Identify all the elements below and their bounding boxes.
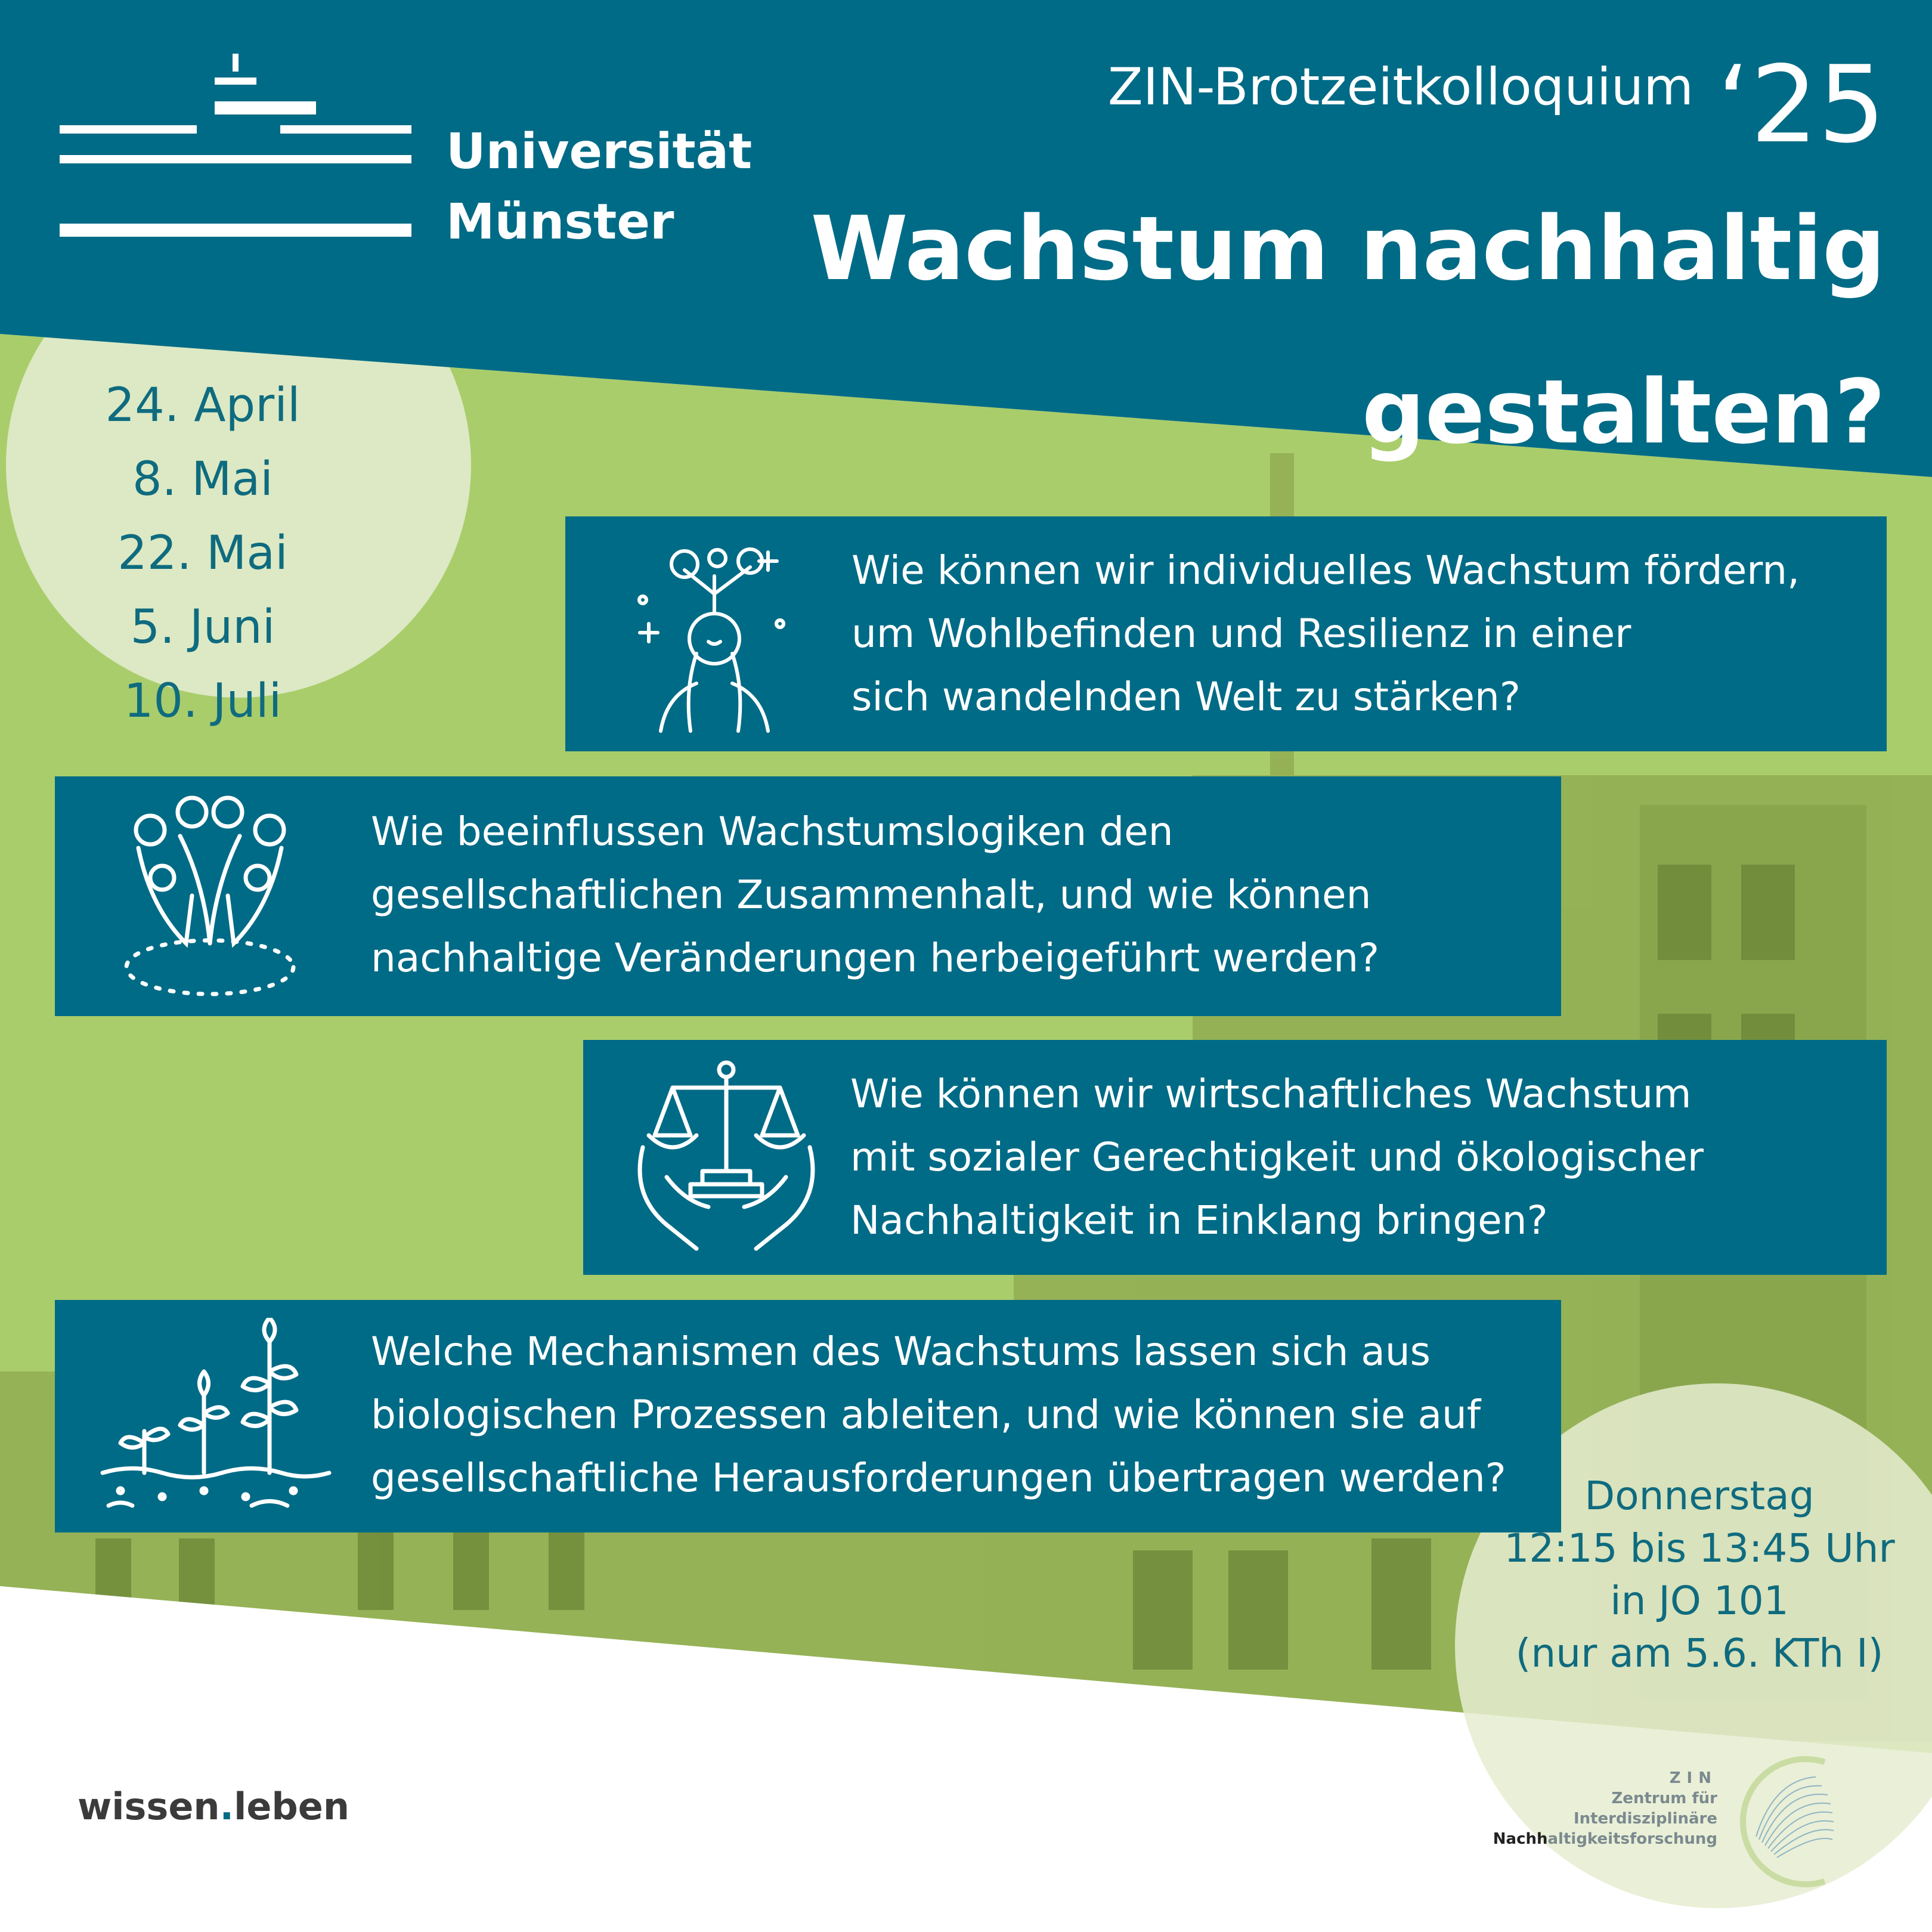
event-year: ‘25 — [1716, 43, 1885, 166]
question-line: sich wandelnden Welt zu stärken? — [852, 674, 1521, 720]
zin-line3-dark: Nachh — [1493, 1830, 1548, 1848]
question-line: Wie können wir individuelles Wachstum fördern, — [852, 547, 1800, 593]
tagline — [78, 1783, 349, 1831]
question-box-2 — [55, 776, 1561, 1016]
tagline-part2: leben — [234, 1785, 349, 1828]
university-name — [446, 117, 752, 258]
question-2-text — [371, 800, 1379, 990]
schedule-time: 12:15 bis 13:45 Uhr — [1504, 1525, 1895, 1571]
date-list — [60, 369, 346, 738]
zin-line3 — [1493, 1829, 1717, 1849]
zin-logo-icon — [1726, 1753, 1857, 1890]
tagline-dot: . — [219, 1785, 234, 1828]
seedlings-icon — [97, 1318, 335, 1515]
zin-line3-rest: altigkeitsforschung — [1547, 1830, 1717, 1848]
schedule-info — [1467, 1470, 1932, 1680]
date-item: 22. Mai — [117, 527, 288, 580]
people-circle-icon — [114, 788, 305, 1003]
schedule-room: in JO 101 — [1610, 1578, 1789, 1624]
zin-abbr: ZIN — [1669, 1769, 1717, 1787]
question-box-3 — [583, 1040, 1887, 1275]
schedule-day: Donnerstag — [1584, 1473, 1815, 1519]
question-line: gesellschaftlichen Zusammenhalt, und wie können — [371, 872, 1371, 918]
university-name-line2: Münster — [446, 194, 674, 250]
question-line: nachhaltige Veränderungen herbeigeführt werden? — [371, 935, 1380, 981]
question-1-text — [852, 539, 1800, 729]
question-3-text — [850, 1063, 1704, 1252]
question-box-1 — [565, 516, 1887, 751]
event-title-line1: Wachstum nachhaltig — [810, 197, 1885, 300]
question-line: mit sozialer Gerechtigkeit und ökologischer — [850, 1134, 1704, 1180]
question-line: biologischen Prozessen ableiten, und wie können sie auf — [371, 1392, 1481, 1438]
university-name-line1: Universität — [446, 123, 753, 180]
zin-line1: Zentrum für — [1611, 1789, 1717, 1807]
question-line: Welche Mechanismen des Wachstums lassen sich aus — [371, 1329, 1431, 1374]
date-item: 8. Mai — [132, 453, 273, 506]
date-item: 24. April — [105, 379, 301, 432]
zin-logo-text — [1493, 1768, 1717, 1849]
university-logo-icon — [60, 54, 417, 239]
event-series: ZIN-Brotzeitkolloquium — [1107, 57, 1693, 117]
scales-hands-icon — [631, 1058, 822, 1261]
tagline-part1: wissen — [78, 1785, 220, 1828]
question-line: Wie können wir wirtschaftliches Wachstum — [850, 1071, 1692, 1117]
date-item: 5. Juni — [130, 600, 275, 654]
question-line: um Wohlbefinden und Resilienz in einer — [852, 611, 1631, 657]
question-line: Wie beeinflussen Wachstumslogiken den — [371, 809, 1174, 854]
person-flowers-icon — [625, 534, 804, 737]
event-title-line2: gestalten? — [1361, 361, 1885, 463]
schedule-note: (nur am 5.6. KTh I) — [1515, 1630, 1884, 1676]
question-4-text — [371, 1320, 1506, 1510]
question-line: Nachhaltigkeit in Einklang bringen? — [850, 1197, 1548, 1243]
zin-line2: Interdisziplinäre — [1573, 1810, 1717, 1828]
event-title — [753, 167, 1885, 494]
question-box-4 — [55, 1300, 1561, 1532]
date-item: 10. Juli — [123, 674, 282, 728]
question-line: gesellschaftliche Herausforderungen übertragen werden? — [371, 1455, 1506, 1501]
